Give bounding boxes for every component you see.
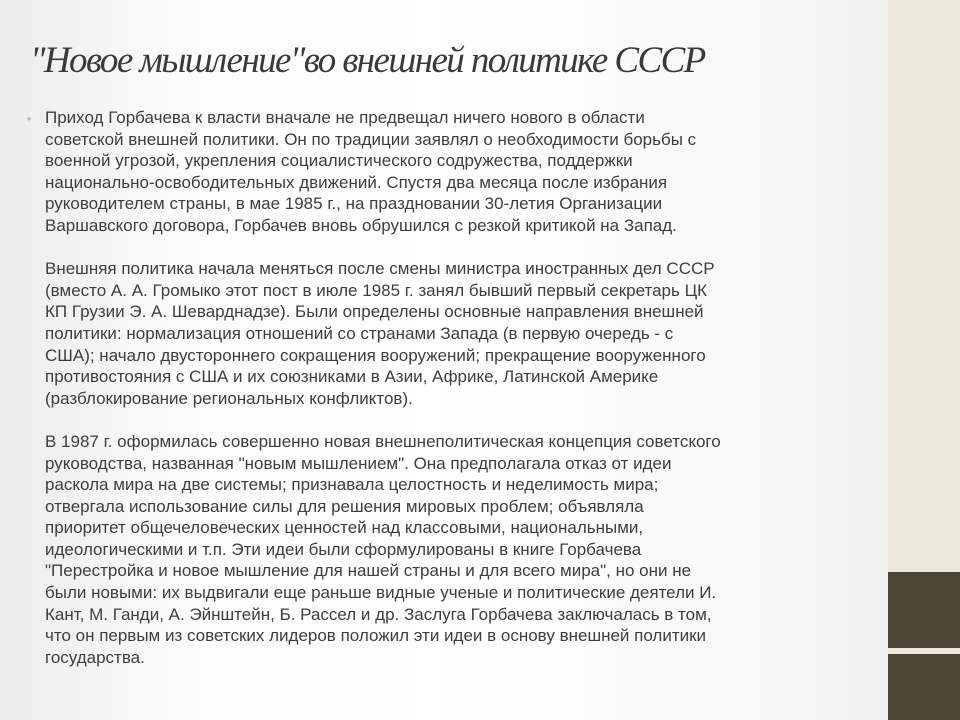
text-line: руководства, названная "новым мышлением". Она предполагала отказ от идеи <box>45 453 672 473</box>
text-line: КП Грузии Э. А. Шеварднадзе). Были определены основные направления внешней <box>45 302 704 322</box>
decorative-side-bar <box>888 0 960 720</box>
text-line: Приход Горбачева к власти вначале не предвещал ничего нового в области <box>45 108 645 127</box>
text-line: идеологическими и т.п. Эти идеи были сформулированы в книге Горбачева <box>45 539 642 559</box>
text-line: что он первым из советских лидеров положил эти идеи в основу внешней политики <box>45 626 707 646</box>
text-line: советской внешней политики. Он по традиции заявлял о необходимости борьбы с <box>45 129 697 149</box>
paragraph-foreign-policy-change <box>45 258 875 409</box>
text-line: Кант, М. Ганди, А. Эйнштейн, Б. Рассел и др. Заслуга Горбачева заключалась в том, <box>45 604 712 624</box>
text-line: (вместо А. А. Громыко этот пост в июле 1985 г. занял бывший первый секретарь ЦК <box>45 280 708 300</box>
side-bar-light-band <box>888 0 960 572</box>
text-line: раскола мира на две системы; признавала целостность и неделимость мира; <box>45 475 659 495</box>
text-line: политики: нормализация отношений со странами Запада (в первую очередь - с <box>45 323 674 343</box>
text-line: отвергала использование силы для решения мировых проблем; объявляла <box>45 496 644 516</box>
text-line: "Перестройка и новое мышление для нашей страны и для всего мира", но они не <box>45 561 692 581</box>
text-line: (разблокирование региональных конфликтов). <box>45 388 413 408</box>
text-line: руководителем страны, в мае 1985 г., на праздновании 30-летия Организации <box>45 194 663 214</box>
side-bar-dark-band <box>888 572 960 648</box>
text-line: национально-освободительных движений. Спустя два месяца после избрания <box>45 172 668 192</box>
text-line: Внешняя политика начала меняться после смены министра иностранных дел СССР <box>45 259 715 279</box>
text-line: В 1987 г. оформилась совершенно новая внешнеполитическая концепция советского <box>45 431 721 451</box>
text-line: государства. <box>45 647 145 667</box>
text-line: противостояния с США и их союзниками в Азии, Африке, Латинской Америке <box>45 367 659 387</box>
text-line: военной угрозой, укрепления социалистического содружества, поддержки <box>45 151 633 171</box>
paragraph-new-thinking-1987 <box>45 431 875 669</box>
text-line: приоритет общечеловеческих ценностей над классовыми, национальными, <box>45 518 644 538</box>
paragraph-gorbachev-arrival <box>45 107 875 237</box>
bullet-marker: • <box>27 112 32 126</box>
side-bar-dark-band-bottom <box>888 654 960 720</box>
slide-title: "Новое мышление"во внешней политике СССР <box>30 40 705 81</box>
text-line: Варшавского договора, Горбачев вновь обрушился с резкой критикой на Запад. <box>45 215 677 235</box>
text-line: США); начало двустороннего сокращения вооружений; прекращение вооруженного <box>45 345 706 365</box>
slide-body <box>45 107 875 690</box>
text-line: были новыми: их выдвигали еще раньше видные ученые и политические деятели И. <box>45 583 717 603</box>
